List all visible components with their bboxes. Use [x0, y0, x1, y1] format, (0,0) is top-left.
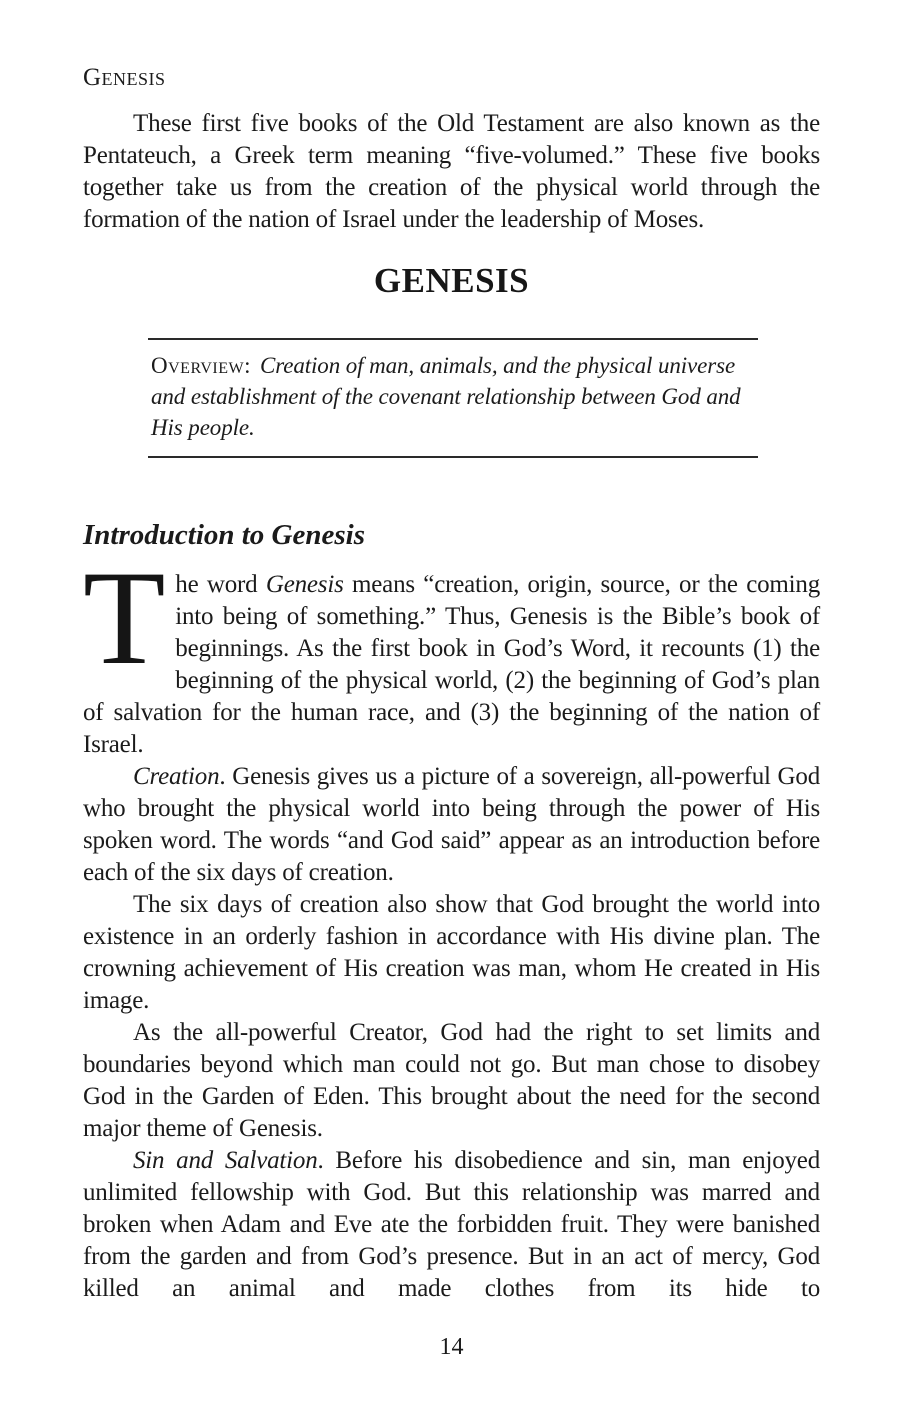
paragraph	[83, 889, 820, 1017]
running-header: Genesis	[83, 64, 166, 91]
paragraph	[83, 761, 820, 889]
book-title: GENESIS	[373, 261, 530, 300]
section-body	[83, 544, 820, 1305]
page-number: 14	[439, 1334, 464, 1360]
intro-paragraph: These first five books of the Old Testament are also known as the Pentateuch, a Greek term meaning “five-volumed.” These five books together take us from the creation of the physical world through the formation of the nation of Israel under the leadership of Moses.	[83, 110, 820, 233]
overview-paragraph	[151, 350, 756, 443]
paragraph	[83, 1145, 820, 1305]
overview-label: Overview:	[151, 353, 251, 378]
overview-text: Creation of man, animals, and the physical universe and establishment of the covenant relationship between God and His people.	[151, 353, 741, 440]
text-segment: Genesis	[265, 571, 344, 598]
text-segment: means “creation, origin, source, or the coming into being of something.” Thus, Genesis is the Bible’s book of beginnings. As the first book in God’s Word, it recounts (1) the beginning of the physical world, (2) the beginning of God’s plan of salvation for the human race, and (3) the beginning of the nation of Israel.	[83, 571, 820, 758]
text-segment: Creation	[133, 763, 220, 790]
paragraph	[83, 544, 820, 761]
section-heading: Introduction to Genesis	[83, 519, 365, 551]
overview-box	[148, 338, 758, 458]
text-segment: he word	[175, 571, 266, 598]
paragraph	[83, 1017, 820, 1145]
text-segment: Sin and Salvation	[133, 1147, 318, 1174]
drop-cap: T	[83, 544, 166, 693]
text-segment: . Before his disobedience and sin, man enjoyed unlimited fellowship with God. But this relationship was marred and broken when Adam and Eve ate the forbidden fruit. They were banished from the garden and from God’s presence. But in an act of mercy, God killed an animal and made clothes from its hide to	[83, 1147, 820, 1302]
text-segment: . Genesis gives us a picture of a sovereign, all-powerful God who brought the physical world into being through the power of His spoken word. The words “and God said” appear as an introduction before each of the six days of creation.	[83, 763, 820, 886]
text-segment: The six days of creation also show that God brought the world into existence in an orderly fashion in accordance with His divine plan. The crowning achievement of His creation was man, whom He created in His image.	[83, 891, 820, 1014]
text-segment: As the all-powerful Creator, God had the right to set limits and boundaries beyond which man could not go. But man chose to disobey God in the Garden of Eden. This brought about the need for the second major theme of Genesis.	[83, 1019, 820, 1142]
